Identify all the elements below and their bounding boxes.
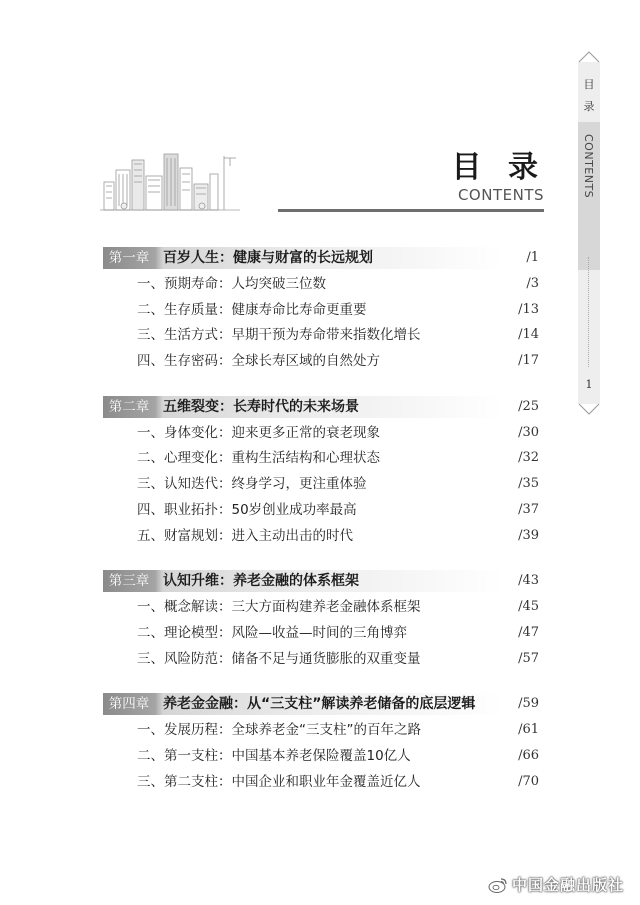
chapter-heading[interactable] [103, 570, 539, 592]
toc-section[interactable] [103, 648, 539, 674]
section-title: 一、发展历程：全球养老金“三支柱”的百年之路 [137, 722, 421, 739]
chapter-page: /25 [518, 398, 539, 414]
side-tab-char: 录 [583, 100, 595, 113]
chevron-down-icon [578, 403, 600, 415]
section-page: /14 [518, 327, 539, 343]
side-contents-tab [578, 62, 600, 404]
toc-section[interactable] [103, 350, 539, 376]
section-page: /57 [518, 650, 539, 666]
side-tab-page-number: 1 [585, 378, 593, 391]
section-page: /45 [518, 599, 539, 615]
section-page: /32 [518, 450, 539, 466]
toc-section[interactable] [103, 473, 539, 499]
section-page: /47 [518, 624, 539, 640]
page-title: 目 录 [451, 150, 546, 185]
section-page: /13 [518, 301, 539, 317]
section-title: 五、财富规划：进入主动出击的时代 [137, 527, 353, 544]
weibo-icon [488, 876, 508, 894]
section-page: /37 [518, 501, 539, 517]
toc-section[interactable] [103, 447, 539, 473]
chapter-page: /59 [518, 696, 539, 712]
page-subtitle: CONTENTS [457, 186, 544, 204]
toc-section[interactable] [103, 622, 539, 648]
toc-section[interactable] [103, 525, 539, 551]
section-title: 一、概念解读：三大方面构建养老金融体系框架 [137, 599, 421, 616]
section-title: 四、职业拓扑：50岁创业成功率最高 [137, 501, 357, 518]
chapter-number: 第三章 [108, 573, 150, 590]
section-page: /61 [518, 722, 539, 738]
toc-section[interactable] [103, 499, 539, 525]
chapter-spacer [103, 673, 539, 693]
chapter-title: 五维裂变：长寿时代的未来场景 [163, 398, 359, 415]
section-title: 四、生存密码：全球长寿区域的自然处方 [137, 353, 380, 370]
chapter-heading[interactable] [103, 247, 539, 269]
section-title: 三、风险防范：储备不足与通货膨胀的双重变量 [137, 650, 421, 667]
section-title: 三、第二支柱：中国企业和职业年金覆盖近亿人 [137, 773, 421, 790]
toc-section[interactable] [103, 299, 539, 325]
chapter-spacer [103, 550, 539, 570]
section-page: /35 [518, 476, 539, 492]
chapter-number: 第一章 [108, 250, 150, 266]
section-title: 三、生活方式：早期干预为寿命带来指数化增长 [137, 327, 421, 344]
table-of-contents [103, 247, 539, 796]
chapter-title: 认知升维：养老金融的体系框架 [163, 573, 359, 590]
city-skyline-illustration [100, 148, 240, 218]
section-title: 一、身体变化：迎来更多正常的衰老现象 [137, 424, 380, 441]
toc-section[interactable] [103, 422, 539, 448]
chapter-title: 养老金金融：从“三支柱”解读养老储备的底层逻辑 [163, 696, 476, 713]
section-title: 二、生存质量：健康寿命比寿命更重要 [137, 301, 367, 318]
chapter-heading[interactable] [103, 693, 539, 715]
chapter-page: /1 [526, 250, 539, 265]
toc-section[interactable] [103, 745, 539, 771]
chapter-title: 百岁人生：健康与财富的长远规划 [163, 250, 373, 266]
section-title: 二、心理变化：重构生活结构和心理状态 [137, 450, 380, 467]
header-divider [278, 209, 544, 212]
chapter-number: 第四章 [108, 696, 150, 713]
chapter-page: /43 [518, 573, 539, 589]
chapter-heading[interactable] [103, 396, 539, 418]
section-title: 一、预期寿命：人均突破三位数 [137, 276, 326, 292]
watermark-text: 中国金融出版社 [512, 876, 625, 894]
side-tab-dotted-line [588, 257, 589, 367]
section-page: /17 [518, 353, 539, 369]
toc-section[interactable] [103, 273, 539, 299]
chapter-number: 第二章 [108, 398, 150, 415]
section-title: 二、第一支柱：中国基本养老保险覆盖10亿人 [137, 747, 411, 764]
section-page: /70 [518, 773, 539, 789]
toc-section[interactable] [103, 324, 539, 350]
toc-section[interactable] [103, 596, 539, 622]
section-page: /30 [518, 424, 539, 440]
side-tab-char: 目 [583, 78, 595, 91]
chevron-up-icon [578, 51, 600, 63]
section-title: 三、认知迭代：终身学习，更注重体验 [137, 476, 367, 493]
publisher-watermark [488, 873, 638, 897]
toc-section[interactable] [103, 771, 539, 797]
chapter-spacer [103, 376, 539, 396]
toc-section[interactable] [103, 719, 539, 745]
side-tab-label: CONTENTS [582, 134, 595, 199]
section-page: /39 [518, 527, 539, 543]
section-page: /66 [518, 747, 539, 763]
section-page: /3 [526, 276, 539, 291]
section-title: 二、理论模型：风险—收益—时间的三角博弈 [137, 624, 407, 641]
